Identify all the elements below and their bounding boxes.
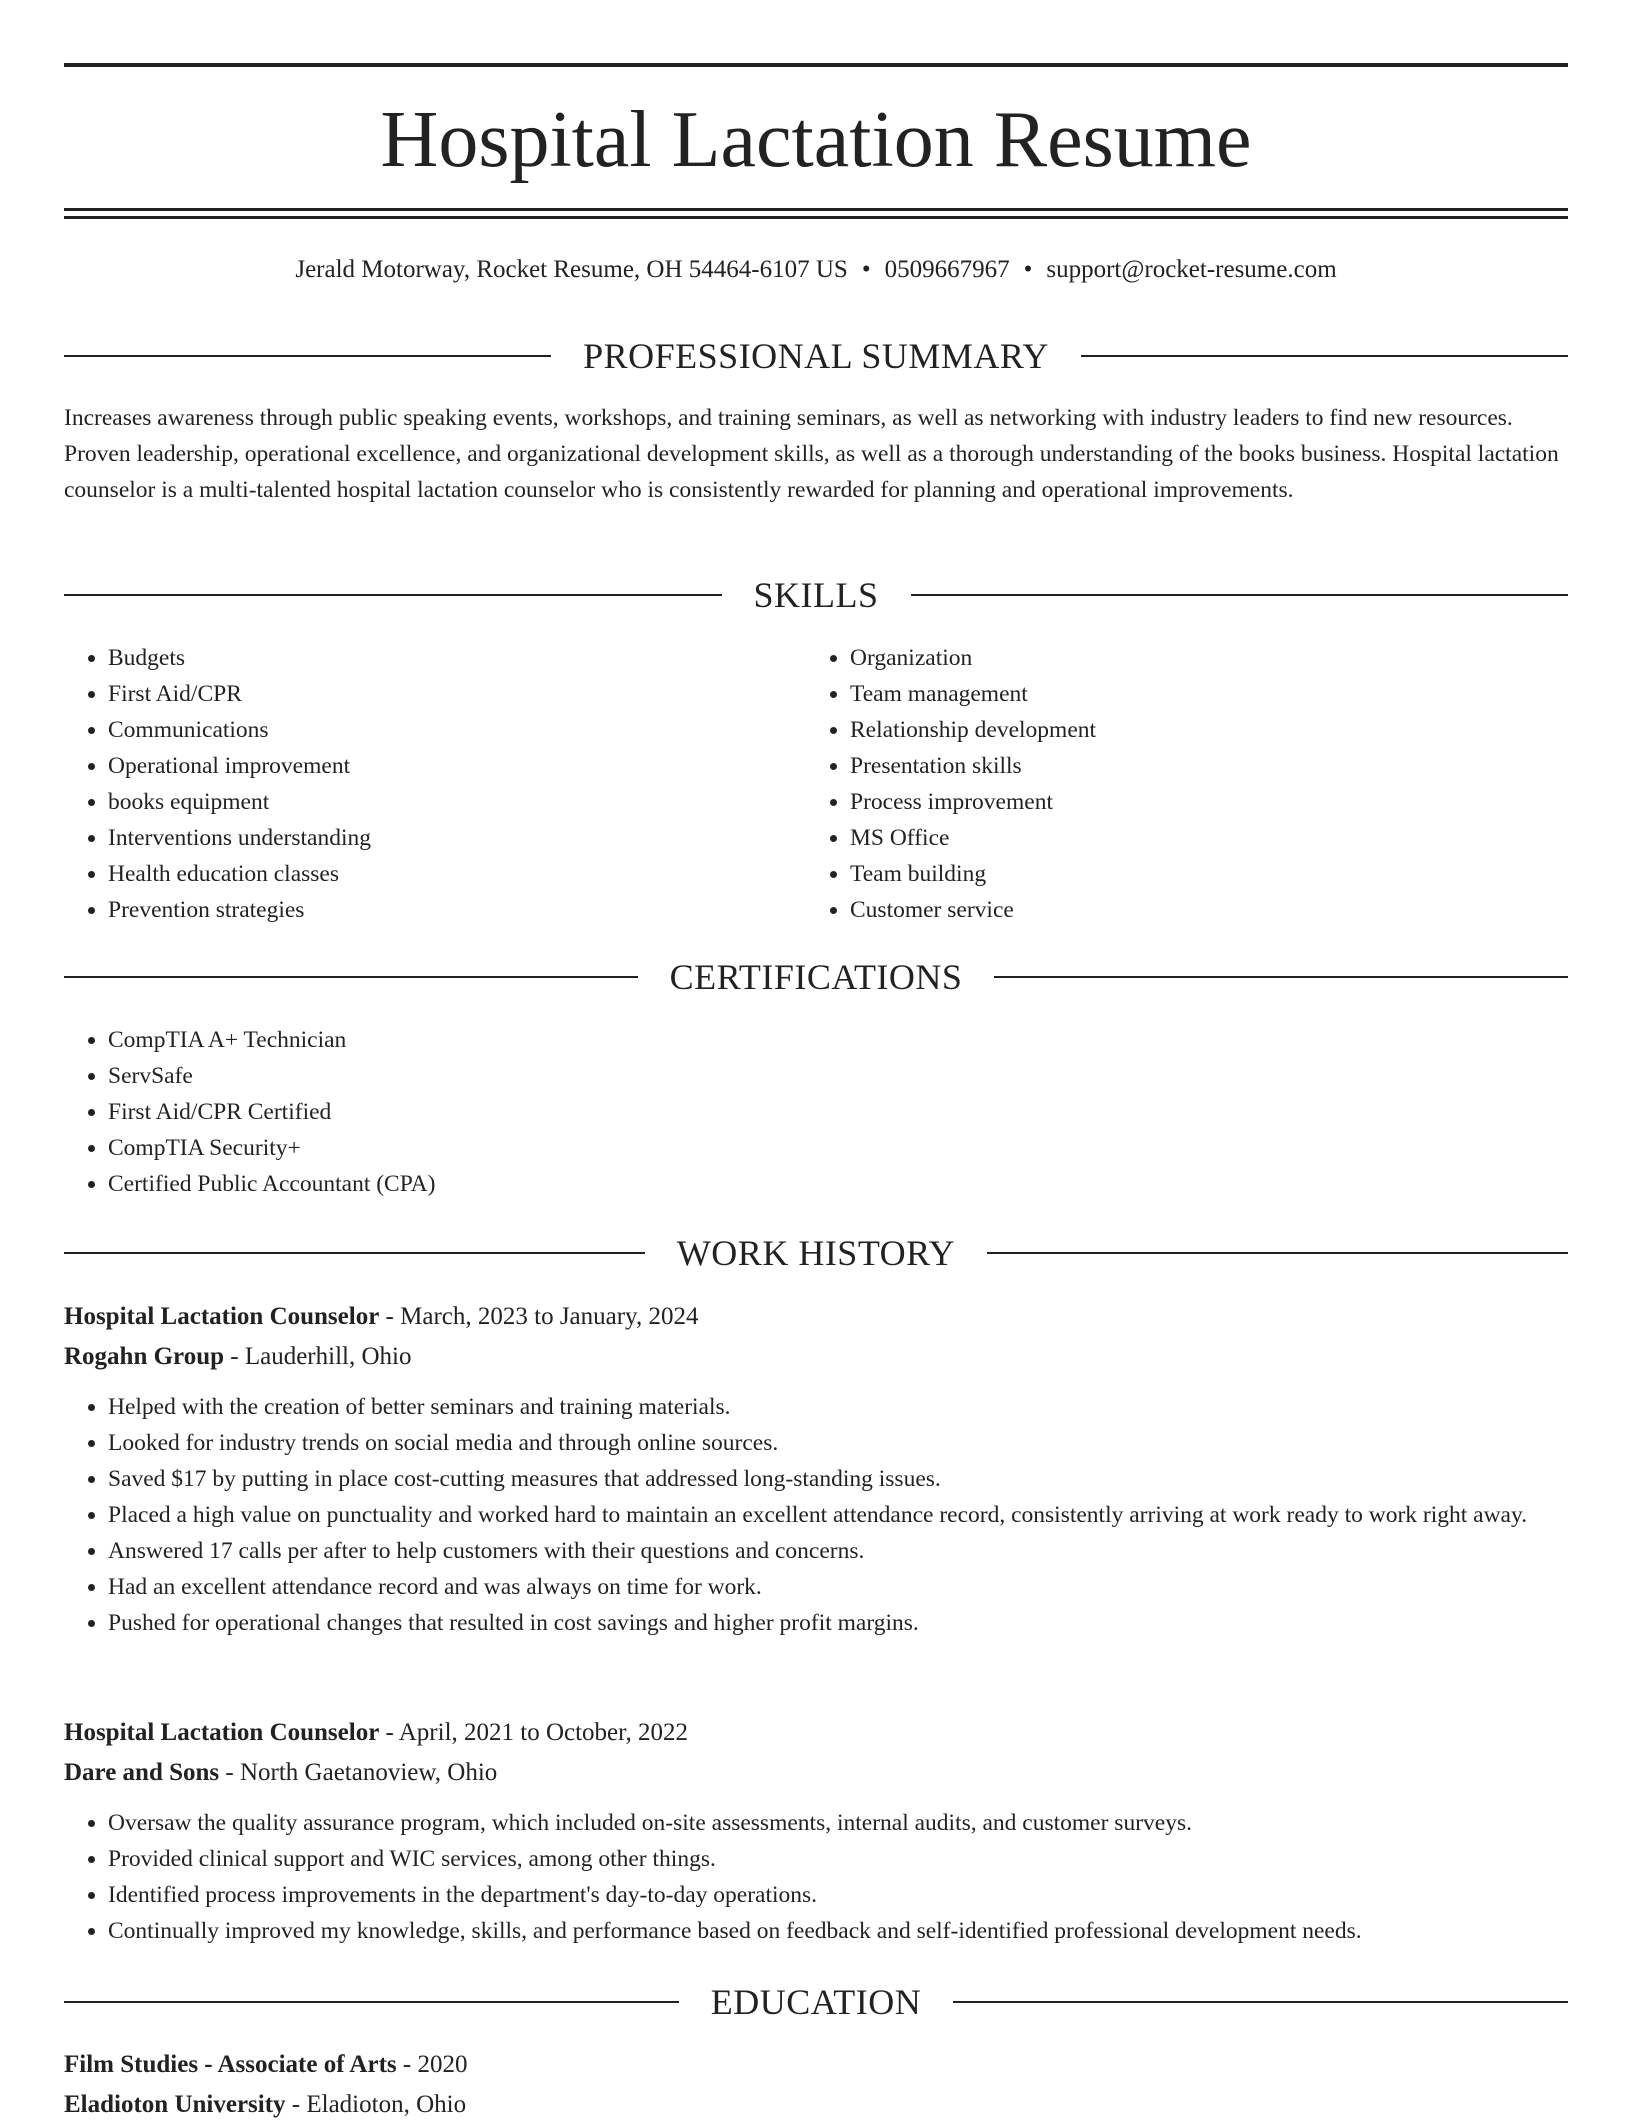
contact-separator: • — [1023, 256, 1033, 283]
job-title-line — [64, 1713, 1568, 1753]
job-title: Hospital Lactation Counselor — [64, 1303, 380, 1330]
divider-line — [987, 1252, 1568, 1254]
job-bullet: • Pushed for operational changes that resulted in cost savings and higher profit margins. — [108, 1605, 1568, 1641]
skill-item: • MS Office — [850, 820, 1548, 856]
certification-item: • ServSafe — [108, 1058, 1568, 1094]
divider-line — [953, 2001, 1568, 2003]
skill-item: • Health education classes — [108, 856, 806, 892]
job-company: Dare and Sons — [64, 1759, 220, 1786]
certifications-heading-row — [64, 955, 1568, 999]
job-bullets — [64, 1389, 1568, 1641]
summary-text: Increases awareness through public speaking events, workshops, and training seminars, as well as networking with industry leaders to find new resources. Proven leadership, operational excellence, and organizational development skills, as well as a thorough understanding of the books business. Hospital lactation counselor is a multi-talented hospital lactation counselor who is consistently rewarded for planning and operational improvements. — [64, 405, 1559, 503]
divider-line — [64, 594, 722, 596]
divider-line — [64, 2001, 679, 2003]
skill-item: • Operational improvement — [108, 748, 806, 784]
certification-item: • First Aid/CPR Certified — [108, 1094, 1568, 1130]
job-bullet: • Saved $17 by putting in place cost-cutting measures that addressed long-standing issues. — [108, 1461, 1568, 1497]
education-heading-row — [64, 1980, 1568, 2024]
skill-item: • books equipment — [108, 784, 806, 820]
job-title-line — [64, 1297, 1568, 1337]
job-entry — [64, 1713, 1568, 1949]
education-year: - 2020 — [396, 2051, 468, 2078]
contact-separator: • — [861, 256, 871, 283]
job-bullet: • Helped with the creation of better seminars and training materials. — [108, 1389, 1568, 1425]
work-history-heading: WORK HISTORY — [676, 1233, 956, 1273]
skill-item: • Team building — [850, 856, 1548, 892]
divider-line — [911, 594, 1569, 596]
contact-phone: 0509667967 — [884, 256, 1010, 283]
skill-item: • Prevention strategies — [108, 892, 806, 928]
education-school: Eladioton University — [64, 2091, 286, 2118]
skill-item: • Organization — [850, 640, 1548, 676]
skills-column-left — [64, 640, 806, 928]
job-dates: - March, 2023 to January, 2024 — [379, 1303, 699, 1330]
skills-heading: SKILLS — [753, 575, 879, 615]
job-dates: - April, 2021 to October, 2022 — [379, 1719, 688, 1746]
job-company-line — [64, 1753, 1568, 1793]
job-entry — [64, 1297, 1568, 1641]
skill-item: • Budgets — [108, 640, 806, 676]
top-rule — [64, 63, 1568, 67]
job-bullets — [64, 1805, 1568, 1949]
skills-list — [64, 640, 1568, 928]
skill-item: • Customer service — [850, 892, 1548, 928]
job-bullet: • Provided clinical support and WIC services, among other things. — [108, 1841, 1568, 1877]
title-rule-upper — [64, 208, 1568, 211]
contact-line — [64, 254, 1568, 286]
contact-email: support@rocket-resume.com — [1046, 256, 1337, 283]
divider-line — [994, 976, 1568, 978]
education-entry — [64, 2045, 1568, 2125]
certifications-heading: CERTIFICATIONS — [669, 957, 963, 997]
job-bullet: • Oversaw the quality assurance program, which included on-site assessments, internal audits, and customer surveys. — [108, 1805, 1568, 1841]
divider-line — [64, 976, 638, 978]
job-company: Rogahn Group — [64, 1343, 225, 1370]
education-heading: EDUCATION — [710, 1982, 922, 2022]
skill-item: • Process improvement — [850, 784, 1548, 820]
job-bullet: • Identified process improvements in the department's day-to-day operations. — [108, 1877, 1568, 1913]
work-history-heading-row — [64, 1231, 1568, 1275]
summary-heading-row — [64, 334, 1568, 378]
job-location: - Lauderhill, Ohio — [224, 1343, 412, 1370]
certification-item: • CompTIA A+ Technician — [108, 1022, 1568, 1058]
skill-item: • Interventions understanding — [108, 820, 806, 856]
title-rule-lower — [64, 216, 1568, 219]
page-title: Hospital Lactation Resume — [380, 96, 1252, 184]
skill-item: • First Aid/CPR — [108, 676, 806, 712]
skill-item: • Communications — [108, 712, 806, 748]
job-bullet: • Continually improved my knowledge, skills, and performance based on feedback and self-identified professional development needs. — [108, 1913, 1568, 1949]
job-bullet: • Placed a high value on punctuality and worked hard to maintain an excellent attendance record, consistently arriving at work ready to work right away. — [108, 1497, 1568, 1533]
education-school-line — [64, 2085, 1568, 2125]
divider-line — [64, 1252, 645, 1254]
contact-address: Jerald Motorway, Rocket Resume, OH 54464-6107 US — [295, 256, 848, 283]
skill-item: • Team management — [850, 676, 1548, 712]
divider-line — [1081, 355, 1568, 357]
education-degree: Film Studies - Associate of Arts — [64, 2051, 397, 2078]
skills-heading-row — [64, 573, 1568, 617]
skill-item: • Relationship development — [850, 712, 1548, 748]
education-location: - Eladioton, Ohio — [285, 2091, 467, 2118]
skill-item: • Presentation skills — [850, 748, 1548, 784]
summary-heading: PROFESSIONAL SUMMARY — [583, 336, 1049, 376]
divider-line — [64, 355, 551, 357]
education-degree-line — [64, 2045, 1568, 2085]
certification-item: • CompTIA Security+ — [108, 1130, 1568, 1166]
job-bullet: • Answered 17 calls per after to help customers with their questions and concerns. — [108, 1533, 1568, 1569]
skills-column-right — [806, 640, 1548, 928]
job-company-line — [64, 1337, 1568, 1377]
job-bullet: • Looked for industry trends on social media and through online sources. — [108, 1425, 1568, 1461]
job-location: - North Gaetanoview, Ohio — [219, 1759, 498, 1786]
job-title: Hospital Lactation Counselor — [64, 1719, 380, 1746]
job-bullet: • Had an excellent attendance record and was always on time for work. — [108, 1569, 1568, 1605]
certification-item: • Certified Public Accountant (CPA) — [108, 1166, 1568, 1202]
certifications-list — [64, 1022, 1568, 1202]
